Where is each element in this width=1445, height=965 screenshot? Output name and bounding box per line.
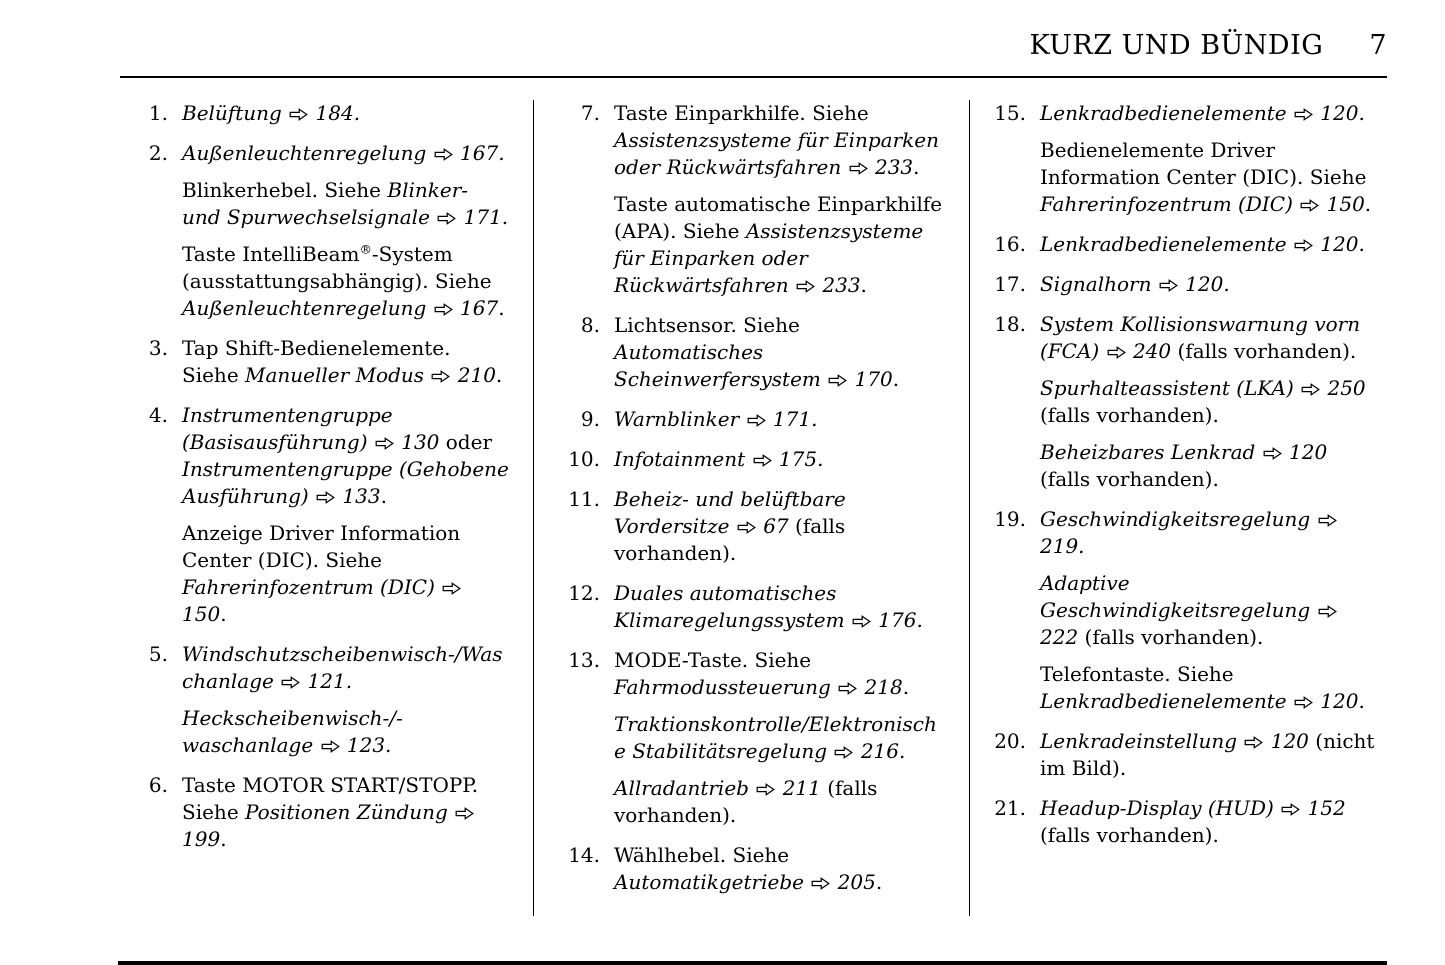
- item-paragraphs: [614, 647, 943, 839]
- item-paragraphs: [1040, 231, 1382, 268]
- item-number: 1.: [148, 101, 168, 125]
- item-paragraphs: [1040, 271, 1382, 308]
- page-ref-arrow-icon: [375, 437, 394, 450]
- item-number: 9.: [580, 407, 600, 431]
- item-number: 19.: [994, 507, 1026, 531]
- page-ref-arrow-icon: [437, 212, 456, 225]
- item-paragraph: Allradantrieb 211 (falls vorhanden).: [614, 776, 878, 827]
- item-paragraphs: [614, 486, 943, 577]
- page-ref-arrow-icon: [747, 414, 766, 427]
- item-number: 14.: [568, 843, 600, 867]
- item-paragraphs: [1040, 311, 1382, 503]
- page-ref-arrow-icon: [756, 783, 775, 796]
- item-number: 4.: [148, 403, 168, 427]
- item-paragraphs: [614, 406, 943, 443]
- page-ref-arrow-icon: [321, 740, 340, 753]
- item-paragraph: Traktionskontrolle/Elektronische Stabilitätsregelung 216.: [614, 712, 937, 763]
- page-ref-arrow-icon: [1300, 199, 1319, 212]
- list-item: [128, 335, 509, 399]
- page-ref-arrow-icon: [316, 491, 335, 504]
- page-ref-arrow-icon: [834, 746, 853, 759]
- list-item: [560, 406, 943, 443]
- item-paragraph: Taste Einparkhilfe. Siehe Assistenzsysteme für Einparken oder Rückwärtsfahren 233.: [614, 101, 939, 179]
- columns: [120, 100, 1386, 916]
- item-paragraphs: [1040, 795, 1382, 859]
- page-ref-arrow-icon: [828, 374, 847, 387]
- item-paragraph: Bedienelemente Driver Information Center (DIC). Siehe Fahrerinfozentrum (DIC) 150.: [1040, 138, 1372, 216]
- page-ref-arrow-icon: [434, 303, 453, 316]
- list-item: [128, 402, 509, 638]
- list-item: [986, 311, 1382, 503]
- item-paragraph: Spurhalteassistent (LKA) 250 (falls vorhanden).: [1040, 376, 1366, 427]
- column-1: [120, 100, 533, 916]
- list-item: [986, 795, 1382, 859]
- list-item: [560, 312, 943, 403]
- item-paragraphs: [614, 312, 943, 403]
- item-paragraph: Außenleuchtenregelung 167.: [182, 141, 505, 165]
- list-item: [560, 580, 943, 644]
- page-ref-arrow-icon: [1244, 736, 1263, 749]
- item-paragraphs: [1040, 100, 1382, 228]
- item-paragraph: Lenkradeinstellung 120 (nicht im Bild).: [1040, 729, 1375, 780]
- list-item: [986, 506, 1382, 725]
- page-ref-arrow-icon: [737, 521, 756, 534]
- item-paragraph: Taste IntelliBeam®-System (ausstattungsabhängig). Siehe Außenleuchtenregelung 167.: [182, 241, 505, 320]
- list-item: [560, 486, 943, 577]
- item-paragraph: Lenkradbedienelemente 120.: [1040, 101, 1365, 125]
- item-number: 11.: [568, 487, 600, 511]
- item-paragraph: Belüftung 184.: [182, 101, 361, 125]
- column-3: [969, 100, 1386, 916]
- item-paragraph: Anzeige Driver Information Center (DIC). Siehe Fahrerinfozentrum (DIC) 150.: [182, 521, 461, 626]
- item-number: 3.: [148, 336, 168, 360]
- list-item: [560, 446, 943, 483]
- page-ref-arrow-icon: [796, 280, 815, 293]
- header: [1029, 30, 1387, 61]
- item-paragraphs: [182, 100, 509, 137]
- item-paragraph: Lenkradbedienelemente 120.: [1040, 232, 1365, 256]
- item-paragraphs: [614, 580, 943, 644]
- item-paragraph: Adaptive Geschwindigkeitsregelung 222 (falls vorhanden).: [1040, 570, 1382, 651]
- item-number: 7.: [580, 101, 600, 125]
- item-paragraph: Instrumentengruppe (Basisausführung) 130 oder Instrumentengruppe (Gehobene Ausführung) 133.: [182, 403, 509, 508]
- footer-rule: [118, 961, 1387, 965]
- list-item: [128, 140, 509, 332]
- page-ref-arrow-icon: [281, 676, 300, 689]
- page-ref-arrow-icon: [1159, 279, 1178, 292]
- item-number: 6.: [148, 773, 168, 797]
- item-paragraph: MODE-Taste. Siehe Fahrmodussteuerung 218.: [614, 648, 910, 699]
- item-number: 13.: [568, 648, 600, 672]
- item-paragraphs: [614, 100, 943, 309]
- item-number: 18.: [994, 312, 1026, 336]
- item-number: 10.: [568, 447, 600, 471]
- page-ref-arrow-icon: [1318, 514, 1337, 527]
- item-paragraph: Beheizbares Lenkrad 120 (falls vorhanden).: [1040, 440, 1328, 491]
- page-ref-arrow-icon: [1318, 605, 1337, 618]
- item-paragraph: Headup-Display (HUD) 152 (falls vorhanden).: [1040, 796, 1346, 847]
- list-item: [986, 231, 1382, 268]
- item-paragraphs: [182, 641, 509, 769]
- item-paragraphs: [614, 842, 943, 906]
- item-number: 15.: [994, 101, 1026, 125]
- item-paragraph: Duales automatisches Klimaregelungssystem 176.: [614, 581, 923, 632]
- item-paragraphs: [1040, 728, 1382, 792]
- page-title: KURZ UND BÜNDIG: [1029, 30, 1324, 61]
- page-ref-arrow-icon: [1301, 383, 1320, 396]
- item-number: 8.: [580, 313, 600, 337]
- page-ref-arrow-icon: [1294, 108, 1313, 121]
- list-item: [560, 842, 943, 906]
- item-paragraph: Tap Shift-Bedienelemente. Siehe Manueller Modus 210.: [182, 336, 503, 387]
- header-rule: [120, 76, 1387, 78]
- item-number: 16.: [994, 232, 1026, 256]
- item-paragraph: Telefontaste. Siehe Lenkradbedienelemente 120.: [1040, 662, 1365, 713]
- list-item: [560, 647, 943, 839]
- list-item: [986, 271, 1382, 308]
- item-paragraph: Warnblinker 171.: [614, 407, 818, 431]
- item-number: 2.: [148, 141, 168, 165]
- page-ref-arrow-icon: [442, 582, 461, 595]
- item-paragraphs: [614, 446, 943, 483]
- list-item: [128, 641, 509, 769]
- page-ref-arrow-icon: [811, 877, 830, 890]
- list-item: [560, 100, 943, 309]
- page-ref-arrow-icon: [1263, 447, 1282, 460]
- page-ref-arrow-icon: [431, 370, 450, 383]
- item-paragraphs: [182, 140, 509, 332]
- item-number: 12.: [568, 581, 600, 605]
- list-item: [128, 772, 509, 863]
- item-paragraph: Signalhorn 120.: [1040, 272, 1230, 296]
- item-paragraph: Taste automatische Einparkhilfe (APA). Siehe Assistenzsysteme für Einparken oder Rückwärtsfahren 233.: [614, 192, 943, 297]
- item-number: 5.: [148, 642, 168, 666]
- page-ref-arrow-icon: [852, 615, 871, 628]
- registered-trademark-sign: ®: [359, 241, 372, 257]
- item-paragraph: Infotainment 175.: [614, 447, 824, 471]
- item-number: 20.: [994, 729, 1026, 753]
- item-paragraph: Taste MOTOR START/STOPP. Siehe Positionen Zündung 199.: [182, 773, 479, 851]
- page-ref-arrow-icon: [753, 454, 772, 467]
- page-ref-arrow-icon: [434, 148, 453, 161]
- item-number: 21.: [994, 796, 1026, 820]
- page-ref-arrow-icon: [1294, 239, 1313, 252]
- item-paragraphs: [182, 335, 509, 399]
- list-item: [128, 100, 509, 137]
- item-paragraphs: [1040, 506, 1382, 725]
- list-item: [986, 728, 1382, 792]
- item-paragraphs: [182, 772, 509, 863]
- page-ref-arrow-icon: [455, 807, 474, 820]
- page-ref-arrow-icon: [849, 162, 868, 175]
- page-number: 7: [1369, 30, 1387, 61]
- column-2: [533, 100, 969, 916]
- item-paragraph: System Kollisionswarnung vorn (FCA) 240 (falls vorhanden).: [1040, 312, 1361, 363]
- item-paragraphs: [182, 402, 509, 638]
- item-paragraph: Heckscheibenwisch-/-waschanlage 123.: [182, 706, 403, 757]
- list-item: [986, 100, 1382, 228]
- page-ref-arrow-icon: [1294, 696, 1313, 709]
- item-paragraph: Wählhebel. Siehe Automatikgetriebe 205.: [614, 843, 883, 894]
- page-ref-arrow-icon: [1107, 346, 1126, 359]
- item-paragraph: Lichtsensor. Siehe Automatisches Scheinwerfersystem 170.: [614, 313, 900, 391]
- item-paragraph: Beheiz- und belüftbare Vordersitze 67 (falls vorhanden).: [614, 487, 846, 565]
- page-ref-arrow-icon: [289, 108, 308, 121]
- page-ref-arrow-icon: [1281, 803, 1300, 816]
- item-paragraph: Blinkerhebel. Siehe Blinker- und Spurwechselsignale 171.: [182, 178, 509, 229]
- item-paragraph: Geschwindigkeitsregelung 219.: [1040, 506, 1382, 560]
- item-paragraph: Windschutzscheibenwisch-/Waschanlage 121.: [182, 642, 503, 693]
- item-number: 17.: [994, 272, 1026, 296]
- page-ref-arrow-icon: [838, 682, 857, 695]
